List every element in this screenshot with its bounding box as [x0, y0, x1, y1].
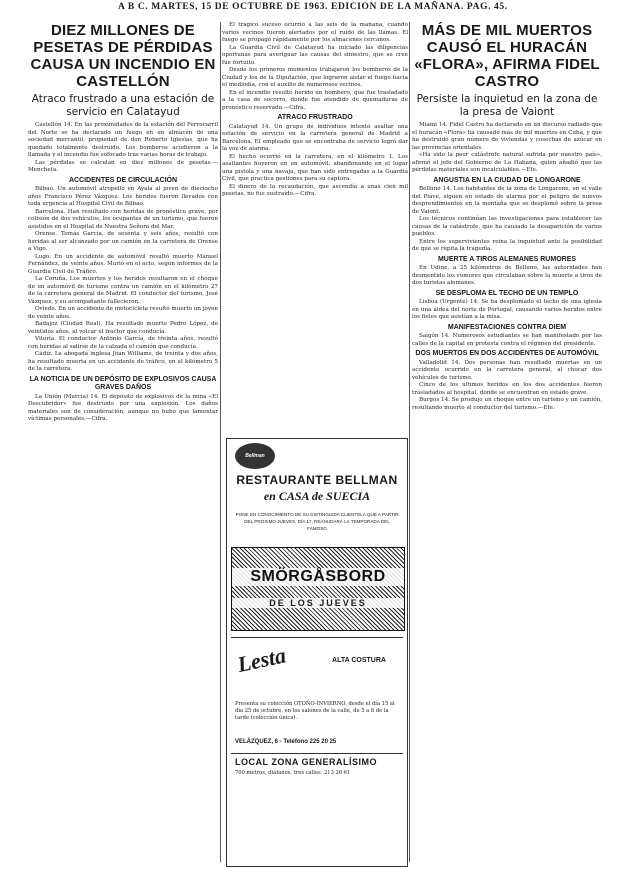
couture-address: VELÁZQUEZ, 6 - Teléfono 225 20 25 [235, 739, 337, 745]
left-column [28, 22, 218, 862]
restaurant-logo: Bellman [235, 443, 275, 469]
right-column [412, 22, 602, 862]
article-paragraph: El dinero de la recaudación, que ascendía a unas cien mil pesetas, no fue sustraído.—Cifra. [222, 183, 408, 197]
section-title: ACCIDENTES DE CIRCULACIÓN [68, 176, 178, 184]
ad-divider [231, 637, 403, 638]
smorgasbord-title: SMÖRGÅSBORD [232, 568, 404, 586]
right-headline: MÁS DE MIL MUERTOS CAUSÓ EL HURACÁN «FLORA», AFIRMA FIDEL CASTRO [414, 22, 600, 90]
article-paragraph: La Unión (Murcia) 14. El depósito de explosivos de la mina «El Descubridor» fue destruido por una explosión. Los daños materiales son de consideración, aunque no hubo que lamentar víctimas personales.—Cifra. [28, 393, 218, 422]
article-paragraph: Desde los primeros momentos trabajaron los bomberos de la Ciudad y los de la Diputación, que lograron aislar el fuego hacia el mediodía, con el auxilio de numerosos vecinos. [222, 67, 408, 88]
section-title: LA NOTICIA DE UN DEPÓSITO DE EXPLOSIVOS CAUSA GRAVES DAÑOS [29, 375, 217, 391]
column-rule-left [220, 22, 221, 862]
restaurant-name: RESTAURANTE BELLMAN [236, 473, 398, 487]
article-paragraph: La Coruña. Los muertos y los heridos resultaron en el choque de un automóvil de turismo contra un camión en el kilómetro 27 de la carretera general de Madrid. El conductor del turismo, José Vázquez, y su acompañante fallecieron. [28, 276, 218, 305]
middle-column [222, 22, 408, 434]
article-paragraph: En Udine, a 25 kilómetros de Belluno, las autoridades han desmentido los rumores que circulaban sobre la muerte a tiros de dos turistas alemanes. [412, 265, 602, 286]
article-paragraph: «Ha sido la peor catástrofe natural sufrida por nuestro país», afirmó el jefe del Gobierno de La Habana, quien añadió que las pérdidas materiales son incalculables.—Efe. [412, 152, 602, 173]
left-headline: DIEZ MILLONES DE PESETAS DE PÉRDIDAS CAUSA UN INCENDIO EN CASTELLÓN [30, 22, 216, 90]
article-paragraph: Los técnicos continúan las investigaciones para establecer las causas de la catástrofe, que ha causado la desaparición de varios pueblos. [412, 216, 602, 237]
couture-collection-text: Presenta su colección OTOÑO-INVIERNO, desde el día 15 al día 25 de octubre, en los salones de la calle, de 5 a 8 de la tarde (colección única). [235, 701, 395, 721]
article-paragraph: Orense. Tomás García, de sesenta y seis años, resultó con heridas al ser alcanzado por un camión en la carretera de Orense a Vigo. [28, 231, 218, 252]
article-paragraph: Burgos 14. Se produjo un choque entre un turismo y un camión, resultando muerto el conductor del turismo.—Efe. [412, 397, 602, 411]
article-paragraph: Barcelona. Han resultado con heridas de pronóstico grave, por colisión de dos vehículos, los ocupantes de un turismo, que fueron asistidos en el Hospital de Nuestra Señora del Mar. [28, 208, 218, 230]
section-title: MUERTE A TIROS ALEMANES RUMORES [437, 255, 577, 263]
restaurant-description: PONE EN CONOCIMIENTO DE SU DISTINGUIDA CLIENTELA QUE A PARTIR DEL PRÓXIMO JUEVES, DÍA 17, REANUDARÁ LA TEMPORADA DEL FAMOSO [235, 512, 399, 531]
couture-label: ALTA COSTURA [332, 657, 386, 664]
article-paragraph: Cádiz. La abogada inglesa Joan Williams, de treinta y dos años, ha resultado muerta en un accidente de tráfico, en el kilómetro 5 de la carretera. [28, 351, 218, 372]
column-rule-right [409, 22, 410, 862]
article-paragraph: La Guardia Civil de Calatayud ha iniciado las diligencias oportunas para averiguar las causas del siniestro, que se cree fue fortuito. [222, 44, 408, 66]
advertisement-block [226, 438, 408, 867]
section-title: ANGUSTIA EN LA CIUDAD DE LONGARONE [433, 176, 581, 184]
article-paragraph: En el incendio resultó herido un bombero, que fue trasladado a la casa de socorro, donde fue atendido de quemaduras de pronóstico reservado.—Cifra. [222, 89, 408, 111]
ad-divider [231, 753, 403, 754]
article-paragraph: Valladolid 14. Dos personas han resultado muertas en un accidente ocurrido en la carretera general, al chocar dos vehículos de turismo. [412, 359, 602, 381]
article-paragraph: Cinco de los últimos heridos en los dos accidentes fueron trasladados al hospital, donde se encuentran en estado grave. [412, 382, 602, 396]
article-paragraph: Lugo. En un accidente de automóvil resultó muerto Manuel Fernández, de veinte años. Murió en el acto, según informes de la Guardia Civil de Tráfico. [28, 253, 218, 275]
article-paragraph: El hecho ocurrió en la carretera, en el kilómetro 1. Los asaltantes huyeron en un automóvil, abandonando en el lugar una pistola y una navaja, que han sido entregadas a la Guardia Civil, que practica gestiones para su captura. [222, 153, 408, 182]
article-paragraph: Badajoz (Ciudad Real). Ha resultado muerto Pedro López, de veintidós años, al volcar el tractor que conducía. [28, 321, 218, 335]
section-title: DOS MUERTOS EN DOS ACCIDENTES DE AUTOMÓVIL [415, 350, 599, 357]
article-paragraph: Belluno 14. Los habitantes de la zona de Longarone, en el valle del Piave, siguen en estado de alarma por el peligro de nuevos desprendimientos en la montaña que se desplomó sobre la presa de Vaiont. [412, 186, 602, 215]
article-paragraph: Lisboa (Urgente) 14. Se ha desplomado el techo de una iglesia en una aldea del norte de Portugal, causando varios heridos entre los fieles que asistían a la misa. [412, 299, 602, 320]
article-paragraph: Vitoria. El conductor Antonio García, de treinta años, resultó con heridas al salirse de la calzada el camión que conducía. [28, 336, 218, 350]
article-paragraph: Calatayud 14. Un grupo de individuos intentó asaltar una estación de servicio en la carretera general de Madrid a Barcelona. El empleado que se encontraba de servicio logró dar la voz de alarma. [222, 123, 408, 152]
article-paragraph: Castellón 14. En las proximidades de la estación del Ferrocarril del Norte se ha declarado un fuego en un almacén de una sociedad mercantil, propiedad de don Roberto Iglesias, que ha quedado totalmente destruido. Los bomberos acudieron a la llamada y el incendio fue sofocado tras varias horas de trabajo. [28, 122, 218, 158]
article-paragraph: Las pérdidas se calculan en diez millones de pesetas.—Mencheta. [28, 159, 218, 173]
smorgasbord-banner [231, 547, 405, 631]
article-paragraph: Oviedo. En un accidente de motocicleta resultó muerto un joven de veinte años. [28, 306, 218, 320]
couture-brand-logo: Lesta [235, 642, 289, 678]
right-subhead: Persiste la inquietud en la zona de la presa de Vaiont [416, 93, 598, 118]
left-subhead: Atraco frustrado a una estación de servicio en Calatayud [31, 93, 215, 118]
section-title: SE DESPLOMA EL TECHO DE UN TEMPLO [435, 289, 579, 297]
article-paragraph: Saigón 14. Numerosos estudiantes se han manifestado por las calles de la capital en protesta contra el régimen del presidente. [412, 333, 602, 347]
article-paragraph: El trágico suceso ocurrió a las seis de la mañana, cuando varios vecinos fueron alertados por el ruido de las llamas. El fuego se propagó rápidamente por los almacenes cercanos. [222, 22, 408, 43]
article-paragraph: Entre los supervivientes reina la inquietud ante la posibilidad de que se repita la tragedia. [412, 238, 602, 252]
article-paragraph: Miami 14. Fidel Castro ha declarado en un discurso radiado que el huracán «Flora» ha causado más de mil muertos en Cuba, y que ha destruido gran número de viviendas y cosechas de azúcar en las provincias orientales. [412, 122, 602, 151]
running-head: A B C. MARTES, 15 DE OCTUBRE DE 1963. EDICION DE LA MAÑANA. PAG. 45. [118, 2, 508, 12]
smorgasbord-subtitle: DE LOS JUEVES [232, 598, 404, 608]
article-paragraph: Bilbao. Un automóvil atropelló en Ayala al joven de dieciocho años Francisco Pérez Vázquez. Los heridos fueron llevados con toda urgencia al Hospital Civil de Bilbao. [28, 186, 218, 207]
section-title: MANIFESTACIONES CONTRA DIEM [447, 323, 567, 331]
classified-local-text: 700 metros, diáfanos, tres calles. 213 26 61 [235, 770, 351, 776]
section-title: ATRACO FRUSTRADO [277, 114, 353, 121]
restaurant-location: en CASA de SUECIA [263, 489, 371, 503]
classified-local-title: LOCAL ZONA GENERALÍSIMO [235, 757, 377, 767]
